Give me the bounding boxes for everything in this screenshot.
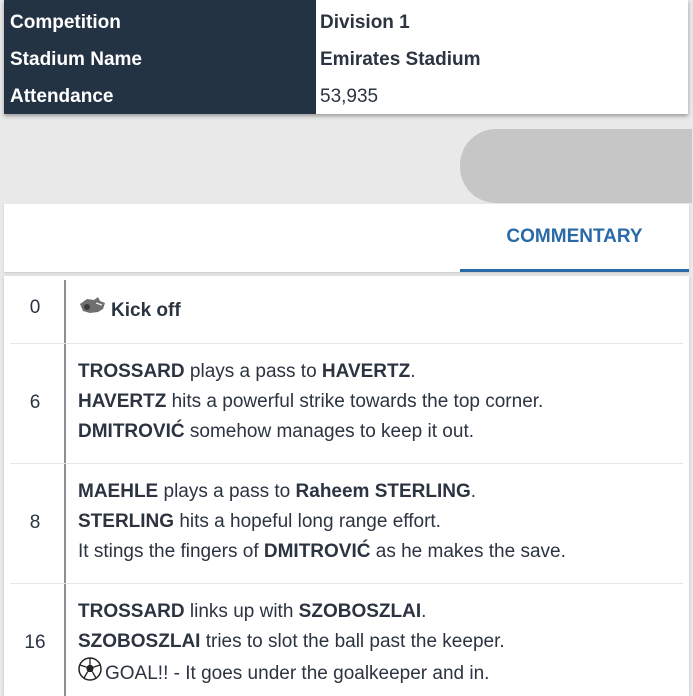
event-minute: 6 — [29, 392, 41, 413]
attendance-label: Attendance — [10, 86, 114, 107]
event-minute: 16 — [24, 632, 46, 653]
event-text — [78, 477, 683, 567]
match-info-card — [4, 0, 688, 114]
event-text-segment: It stings the fingers of — [78, 541, 264, 562]
commentary-event — [10, 584, 683, 696]
event-line — [78, 537, 683, 567]
event-text — [78, 357, 683, 447]
event-text-segment: somehow manages to keep it out. — [184, 421, 474, 442]
player-name: DMITROVIĆ — [78, 421, 185, 442]
player-name: Raheem STERLING — [295, 481, 471, 502]
event-text-segment: plays a pass to — [158, 481, 296, 502]
event-text-segment: hits a hopeful long range effort. — [174, 511, 441, 532]
football-icon — [78, 657, 102, 691]
redacted-area — [460, 129, 692, 203]
event-text-segment: plays a pass to — [184, 361, 322, 382]
event-text-segment: . — [410, 361, 416, 382]
event-text-segment: hits a powerful strike towards the top corner. — [166, 391, 544, 412]
player-name: MAEHLE — [78, 481, 159, 502]
event-line — [78, 387, 683, 417]
event-line — [78, 295, 683, 325]
commentary-event — [10, 344, 683, 464]
tab-commentary[interactable]: COMMENTARY — [460, 204, 689, 272]
event-line — [78, 507, 683, 537]
event-text — [78, 295, 683, 325]
event-text — [78, 597, 683, 687]
player-name: SZOBOSZLAI — [78, 631, 201, 652]
event-minute: 0 — [29, 297, 41, 318]
event-line — [78, 357, 683, 387]
stadium-name-label: Stadium Name — [10, 49, 142, 70]
event-line — [78, 627, 683, 657]
player-name: Kick off — [111, 300, 181, 322]
commentary-panel — [4, 276, 689, 696]
event-minute: 8 — [29, 512, 41, 533]
event-line — [78, 477, 683, 507]
commentary-event — [10, 464, 683, 584]
event-text-segment: GOAL!! - It goes under the goalkeeper and in. — [105, 663, 490, 685]
player-name: TROSSARD — [78, 361, 185, 382]
event-text-segment: . — [421, 601, 427, 622]
match-info-labels — [4, 0, 316, 114]
player-name: HAVERTZ — [321, 361, 411, 382]
event-text-segment: . — [470, 481, 477, 502]
commentary-event — [10, 280, 683, 344]
event-line — [78, 417, 683, 447]
attendance-value: 53,935 — [320, 86, 379, 107]
player-name: HAVERTZ — [78, 391, 167, 412]
event-text-segment: links up with — [184, 601, 299, 622]
tab-bar — [4, 204, 689, 272]
event-text-segment: as he makes the save. — [370, 541, 566, 562]
whistle-icon — [78, 295, 108, 327]
stadium-name-value: Emirates Stadium — [320, 49, 481, 70]
player-name: DMITROVIĆ — [263, 541, 371, 562]
match-info-values — [316, 0, 688, 114]
event-line — [78, 657, 683, 687]
player-name: TROSSARD — [78, 601, 185, 622]
player-name: STERLING — [78, 511, 175, 532]
event-text-segment: tries to slot the ball past the keeper. — [200, 631, 505, 652]
event-line — [78, 597, 683, 627]
player-name: SZOBOSZLAI — [298, 601, 422, 622]
competition-value: Division 1 — [320, 12, 410, 33]
competition-label: Competition — [10, 12, 121, 33]
